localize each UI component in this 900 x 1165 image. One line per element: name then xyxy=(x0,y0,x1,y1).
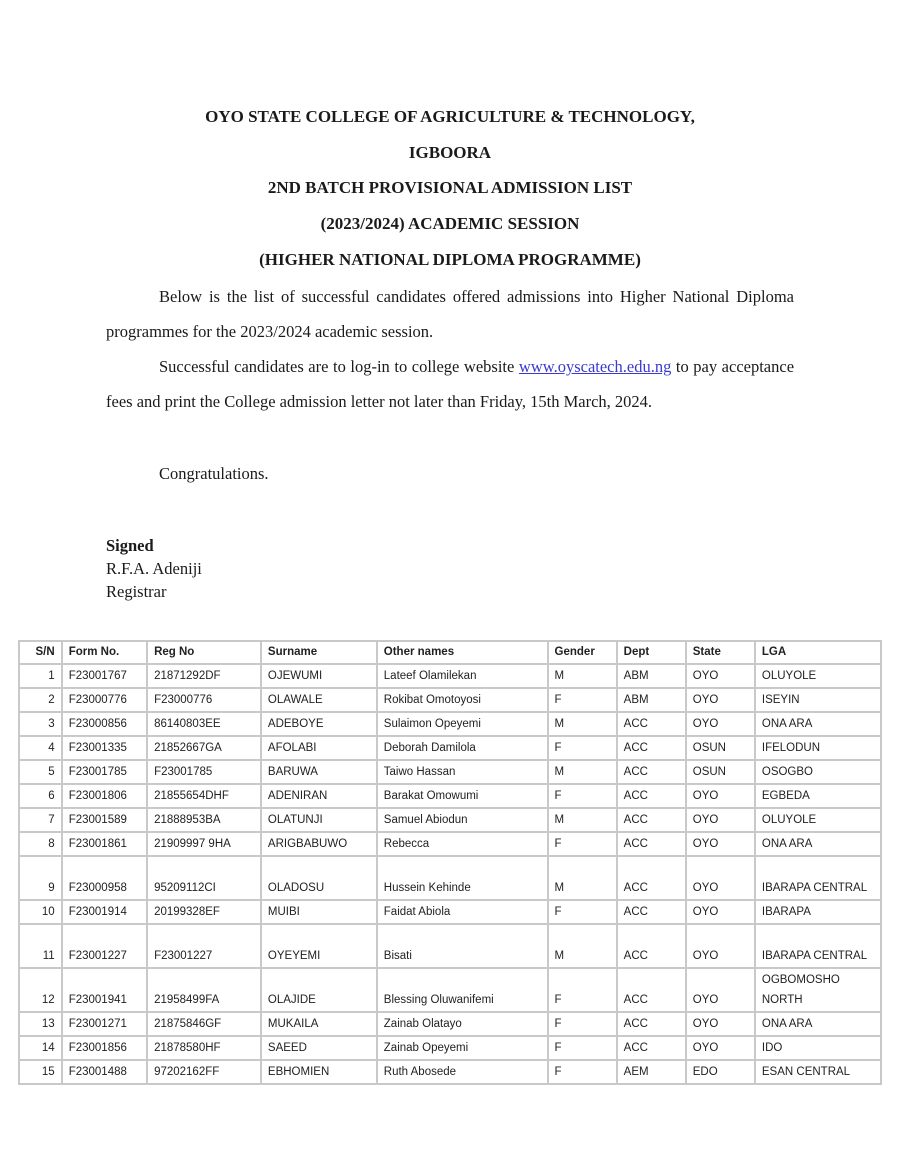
instruction-end: to pay acceptance fees and print the College admission letter not later than Friday, 15th March, 2024. xyxy=(106,357,795,411)
cell-dept: ACC xyxy=(617,924,686,968)
college-location: IGBOORA xyxy=(408,143,492,162)
cell-reg-no: 21855654DHF xyxy=(147,784,261,808)
cell-surname: MUIBI xyxy=(261,900,377,924)
cell-dept: ACC xyxy=(617,784,686,808)
college-name: OYO STATE COLLEGE OF AGRICULTURE & TECHNOLOGY, xyxy=(205,107,695,126)
cell-state: OYO xyxy=(686,688,755,712)
cell-state: OYO xyxy=(686,900,755,924)
cell-surname: AFOLABI xyxy=(261,736,377,760)
table-row xyxy=(19,832,881,856)
cell-sn: 13 xyxy=(19,1012,62,1036)
table-row xyxy=(19,1012,881,1036)
cell-surname: OYEYEMI xyxy=(261,924,377,968)
cell-dept: ABM xyxy=(617,688,686,712)
cell-state: OSUN xyxy=(686,736,755,760)
cell-sn: 14 xyxy=(19,1036,62,1060)
cell-gender: F xyxy=(548,900,617,924)
cell-surname: ADENIRAN xyxy=(261,784,377,808)
cell-state: OSUN xyxy=(686,760,755,784)
cell-dept: ACC xyxy=(617,968,686,1012)
cell-reg-no: 86140803EE xyxy=(147,712,261,736)
cell-other-names: Hussein Kehinde xyxy=(377,856,548,900)
table-row xyxy=(19,1036,881,1060)
table-row xyxy=(19,808,881,832)
cell-other-names: Blessing Oluwanifemi xyxy=(377,968,548,1012)
cell-sn: 4 xyxy=(19,736,62,760)
cell-gender: M xyxy=(548,712,617,736)
table-row xyxy=(19,968,881,1012)
cell-reg-no: 97202162FF xyxy=(147,1060,261,1084)
cell-other-names: Zainab Olatayo xyxy=(377,1012,548,1036)
header-other-names: Other names xyxy=(377,641,548,664)
cell-other-names: Deborah Damilola xyxy=(377,736,548,760)
signatory-title: Registrar xyxy=(106,582,167,601)
cell-sn: 9 xyxy=(19,856,62,900)
cell-other-names: Ruth Abosede xyxy=(377,1060,548,1084)
cell-sn: 10 xyxy=(19,900,62,924)
cell-state: OYO xyxy=(686,1036,755,1060)
cell-form-no: F23001589 xyxy=(62,808,147,832)
cell-surname: MUKAILA xyxy=(261,1012,377,1036)
header-lga: LGA xyxy=(755,641,881,664)
cell-lga: IBARAPA xyxy=(755,900,881,924)
cell-reg-no: 21878580HF xyxy=(147,1036,261,1060)
table-row xyxy=(19,856,881,900)
cell-other-names: Lateef Olamilekan xyxy=(377,664,548,688)
cell-sn: 12 xyxy=(19,968,62,1012)
table-row xyxy=(19,736,881,760)
cell-other-names: Faidat Abiola xyxy=(377,900,548,924)
cell-form-no: F23001271 xyxy=(62,1012,147,1036)
cell-gender: F xyxy=(548,736,617,760)
cell-reg-no: 95209112CI xyxy=(147,856,261,900)
cell-state: OYO xyxy=(686,856,755,900)
header-sn: S/N xyxy=(19,641,62,664)
cell-dept: AEM xyxy=(617,1060,686,1084)
cell-other-names: Taiwo Hassan xyxy=(377,760,548,784)
college-website-link[interactable]: www.oyscatech.edu.ng xyxy=(518,357,672,376)
cell-surname: OLAWALE xyxy=(261,688,377,712)
cell-surname: BARUWA xyxy=(261,760,377,784)
cell-dept: ACC xyxy=(617,856,686,900)
cell-form-no: F23000856 xyxy=(62,712,147,736)
cell-surname: ADEBOYE xyxy=(261,712,377,736)
header-form-no: Form No. xyxy=(62,641,147,664)
table-body xyxy=(19,664,881,1084)
cell-lga: IBARAPA CENTRAL xyxy=(755,856,881,900)
cell-surname: ARIGBABUWO xyxy=(261,832,377,856)
cell-other-names: Sulaimon Opeyemi xyxy=(377,712,548,736)
cell-form-no: F23001335 xyxy=(62,736,147,760)
cell-form-no: F23001941 xyxy=(62,968,147,1012)
admission-table xyxy=(18,640,882,1085)
cell-surname: OLADOSU xyxy=(261,856,377,900)
cell-form-no: F23001856 xyxy=(62,1036,147,1060)
cell-gender: F xyxy=(548,832,617,856)
cell-state: OYO xyxy=(686,832,755,856)
table-row xyxy=(19,784,881,808)
cell-sn: 5 xyxy=(19,760,62,784)
cell-gender: F xyxy=(548,1060,617,1084)
cell-lga: OLUYOLE xyxy=(755,664,881,688)
cell-other-names: Rokibat Omotoyosi xyxy=(377,688,548,712)
cell-lga: EGBEDA xyxy=(755,784,881,808)
cell-surname: OLAJIDE xyxy=(261,968,377,1012)
cell-reg-no: 21958499FA xyxy=(147,968,261,1012)
table-row xyxy=(19,688,881,712)
cell-gender: M xyxy=(548,808,617,832)
table-row xyxy=(19,664,881,688)
cell-reg-no: 21909997 9HA xyxy=(147,832,261,856)
cell-other-names: Barakat Omowumi xyxy=(377,784,548,808)
cell-dept: ACC xyxy=(617,808,686,832)
cell-form-no: F23001914 xyxy=(62,900,147,924)
header-surname: Surname xyxy=(261,641,377,664)
cell-form-no: F23000776 xyxy=(62,688,147,712)
cell-gender: M xyxy=(548,856,617,900)
cell-lga: ONA ARA xyxy=(755,832,881,856)
cell-dept: ACC xyxy=(617,736,686,760)
cell-gender: M xyxy=(548,760,617,784)
cell-reg-no: 21871292DF xyxy=(147,664,261,688)
cell-dept: ABM xyxy=(617,664,686,688)
cell-gender: F xyxy=(548,968,617,1012)
cell-sn: 6 xyxy=(19,784,62,808)
cell-gender: M xyxy=(548,664,617,688)
cell-state: OYO xyxy=(686,1012,755,1036)
cell-gender: F xyxy=(548,1012,617,1036)
programme-title: (HIGHER NATIONAL DIPLOMA PROGRAMME) xyxy=(259,250,641,269)
cell-surname: OJEWUMI xyxy=(261,664,377,688)
cell-lga: ONA ARA xyxy=(755,1012,881,1036)
cell-sn: 1 xyxy=(19,664,62,688)
cell-reg-no: F23001785 xyxy=(147,760,261,784)
cell-state: OYO xyxy=(686,664,755,688)
table-row xyxy=(19,760,881,784)
cell-dept: ACC xyxy=(617,1012,686,1036)
cell-gender: F xyxy=(548,688,617,712)
cell-other-names: Rebecca xyxy=(377,832,548,856)
cell-form-no: F23001861 xyxy=(62,832,147,856)
cell-other-names: Zainab Opeyemi xyxy=(377,1036,548,1060)
cell-other-names: Bisati xyxy=(377,924,548,968)
cell-lga: OSOGBO xyxy=(755,760,881,784)
cell-dept: ACC xyxy=(617,712,686,736)
cell-gender: F xyxy=(548,1036,617,1060)
cell-lga: IBARAPA CENTRAL xyxy=(755,924,881,968)
cell-sn: 3 xyxy=(19,712,62,736)
cell-form-no: F23000958 xyxy=(62,856,147,900)
cell-reg-no: F23001227 xyxy=(147,924,261,968)
cell-state: OYO xyxy=(686,784,755,808)
cell-lga: OLUYOLE xyxy=(755,808,881,832)
cell-reg-no: 20199328EF xyxy=(147,900,261,924)
cell-form-no: F23001488 xyxy=(62,1060,147,1084)
cell-sn: 15 xyxy=(19,1060,62,1084)
cell-other-names: Samuel Abiodun xyxy=(377,808,548,832)
table-row xyxy=(19,712,881,736)
cell-lga: IFELODUN xyxy=(755,736,881,760)
cell-sn: 2 xyxy=(19,688,62,712)
cell-state: OYO xyxy=(686,712,755,736)
table-header-row xyxy=(19,641,881,664)
cell-form-no: F23001227 xyxy=(62,924,147,968)
cell-form-no: F23001785 xyxy=(62,760,147,784)
cell-state: EDO xyxy=(686,1060,755,1084)
cell-form-no: F23001806 xyxy=(62,784,147,808)
cell-dept: ACC xyxy=(617,760,686,784)
cell-sn: 11 xyxy=(19,924,62,968)
cell-gender: M xyxy=(548,924,617,968)
list-title: 2ND BATCH PROVISIONAL ADMISSION LIST xyxy=(267,178,633,197)
cell-lga: ONA ARA xyxy=(755,712,881,736)
cell-lga: ESAN CENTRAL xyxy=(755,1060,881,1084)
header-gender: Gender xyxy=(548,641,617,664)
instruction-paragraph xyxy=(106,349,794,419)
table-row xyxy=(19,900,881,924)
cell-sn: 8 xyxy=(19,832,62,856)
cell-surname: OLATUNJI xyxy=(261,808,377,832)
cell-gender: F xyxy=(548,784,617,808)
header-reg-no: Reg No xyxy=(147,641,261,664)
congratulations-text: Congratulations. xyxy=(159,464,269,483)
header-state: State xyxy=(686,641,755,664)
cell-reg-no: 21852667GA xyxy=(147,736,261,760)
cell-reg-no: F23000776 xyxy=(147,688,261,712)
cell-state: OYO xyxy=(686,968,755,1012)
cell-dept: ACC xyxy=(617,1036,686,1060)
instruction-start: Successful candidates are to log-in to college website xyxy=(159,357,515,376)
cell-dept: ACC xyxy=(617,832,686,856)
cell-lga: IDO xyxy=(755,1036,881,1060)
cell-sn: 7 xyxy=(19,808,62,832)
signed-label: Signed xyxy=(106,536,154,555)
cell-state: OYO xyxy=(686,808,755,832)
signatory-name: R.F.A. Adeniji xyxy=(106,559,202,578)
table-row xyxy=(19,924,881,968)
cell-dept: ACC xyxy=(617,900,686,924)
cell-reg-no: 21888953BA xyxy=(147,808,261,832)
cell-surname: EBHOMIEN xyxy=(261,1060,377,1084)
table-row xyxy=(19,1060,881,1084)
cell-surname: SAEED xyxy=(261,1036,377,1060)
cell-form-no: F23001767 xyxy=(62,664,147,688)
cell-reg-no: 21875846GF xyxy=(147,1012,261,1036)
cell-state: OYO xyxy=(686,924,755,968)
cell-lga: OGBOMOSHO NORTH xyxy=(755,968,881,1012)
header-dept: Dept xyxy=(617,641,686,664)
session-title: (2023/2024) ACADEMIC SESSION xyxy=(320,214,580,233)
intro-paragraph: Below is the list of successful candidates offered admissions into Higher National Diploma programmes for the 2023/2024 academic session. xyxy=(106,287,794,341)
cell-lga: ISEYIN xyxy=(755,688,881,712)
